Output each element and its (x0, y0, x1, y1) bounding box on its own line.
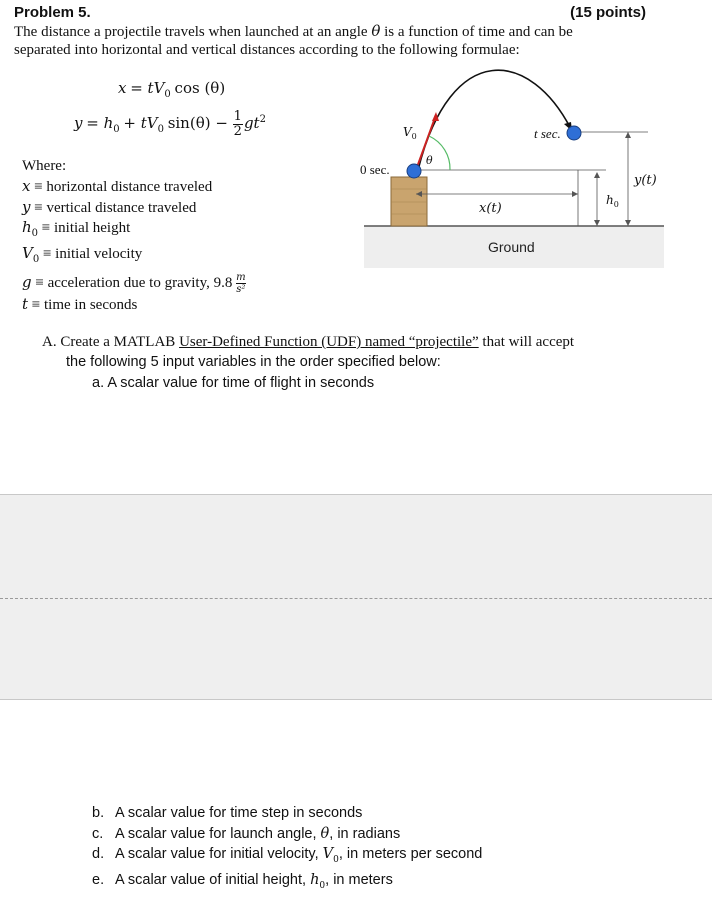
gravity-unit (236, 272, 245, 295)
def-v0-sym: V (22, 243, 33, 262)
def-y (22, 198, 246, 219)
formula-y-sub: 0 (113, 123, 120, 135)
item-d-sub: 0 (333, 854, 339, 865)
task-a-letter: A. (42, 334, 57, 350)
def-h0-sub: 0 (31, 228, 39, 240)
label-v0: $V_0$ (403, 125, 417, 141)
formula-x-cos: cos (θ) (174, 79, 226, 97)
item-e-sub: 0 (319, 881, 326, 892)
def-v0-text: ≡ initial velocity (42, 245, 143, 262)
formula-x (118, 79, 225, 100)
formula-x-rhs: = tV (130, 79, 165, 97)
projectile-diagram (356, 54, 666, 270)
intro-text-a: The distance a projectile travels when launched at an angle (14, 24, 368, 40)
formula-y-exp: 2 (259, 113, 266, 125)
item-e-sym: h (310, 872, 320, 889)
def-v0-sub: 0 (32, 253, 40, 265)
label-xt: x(t) (479, 201, 502, 216)
task-a-text-a: Create a MATLAB (60, 334, 176, 350)
formula-y-sin: sin(θ) − (167, 113, 228, 132)
ball-start (407, 164, 421, 178)
fraction-numerator: 1 (233, 109, 242, 124)
fraction-denominator: 2 (233, 124, 242, 139)
where-label: Where: (22, 158, 67, 174)
formula-y-mid: + tV (123, 113, 158, 132)
label-t-sec: t sec. (534, 126, 561, 141)
item-c-letter: c. (92, 825, 104, 842)
item-b-text: A scalar value for time step in seconds (115, 805, 363, 821)
gravity-unit-num: m (236, 272, 246, 284)
def-h0-text: ≡ initial height (41, 220, 131, 237)
def-g-text: ≡ acceleration due to gravity, 9.8 (35, 275, 233, 292)
item-e-letter: e. (92, 872, 105, 889)
item-e-text: A scalar value of initial height, (115, 872, 307, 889)
points-label: (15 points) (570, 4, 646, 21)
trajectory-arc (418, 70, 572, 170)
definitions-list (22, 177, 246, 316)
def-g (22, 272, 246, 295)
formula-y-tail: gt (243, 113, 260, 132)
formula-x-lhs: x (118, 79, 127, 97)
task-a-item-a: a. A scalar value for time of flight in seconds (92, 375, 375, 391)
item-d (92, 844, 482, 870)
formula-y-sub2: 0 (157, 123, 164, 135)
gravity-unit-den: s² (236, 284, 246, 296)
def-y-text: ≡ vertical distance traveled (34, 199, 197, 216)
task-a-line-2: the following 5 input variables in the order specified below: (66, 354, 441, 370)
formula-x-sub: 0 (164, 89, 171, 100)
item-d-letter: d. (92, 846, 105, 862)
problem-title: Problem 5. (14, 4, 91, 21)
label-h0: $h_0$ (606, 193, 619, 209)
label-ground: Ground (488, 239, 535, 255)
def-t-sym: t (22, 295, 29, 314)
def-v0 (22, 244, 246, 270)
item-b-letter: b. (92, 805, 105, 821)
item-c-tail: , in radians (329, 825, 401, 842)
def-t-text: ≡ time in seconds (31, 297, 138, 314)
def-t (22, 295, 246, 316)
item-c-text: A scalar value for launch angle, (115, 825, 317, 842)
formula-y-eq: = h (86, 113, 114, 132)
label-theta: θ (426, 154, 433, 167)
item-e-tail: , in meters (325, 872, 393, 889)
formula-fraction (233, 110, 243, 139)
task-a-line-1 (42, 334, 574, 351)
intro-line-2: separated into horizontal and vertical distances according to the following formulae: (14, 42, 520, 58)
ball-end (567, 126, 581, 140)
items-list (92, 803, 482, 897)
task-a-udf-text: User-Defined Function (UDF) named “projectile” (179, 334, 479, 350)
item-b (92, 803, 482, 824)
label-zero-sec: 0 sec. (360, 162, 390, 177)
intro-theta: θ (371, 22, 381, 40)
item-c (92, 824, 482, 845)
item-c-sym: θ (320, 825, 330, 842)
def-h0 (22, 218, 246, 244)
def-x-sym: x (22, 177, 31, 195)
item-e (92, 870, 482, 896)
def-h0-sym: h (22, 218, 32, 237)
def-x (22, 177, 246, 198)
item-d-text: A scalar value for initial velocity, (115, 846, 319, 862)
def-g-sym: g (22, 273, 32, 292)
formula-y-lhs: y (74, 113, 83, 132)
page-break-divider (0, 598, 712, 599)
formula-y (74, 110, 266, 139)
label-yt: y(t) (634, 173, 657, 188)
intro-line-1 (14, 22, 573, 41)
def-y-sym: y (22, 197, 31, 216)
intro-text-b: is a function of time and can be (384, 24, 573, 40)
def-x-text: ≡ horizontal distance traveled (34, 179, 213, 195)
item-d-sym: V (322, 846, 334, 862)
launch-box (391, 177, 427, 226)
answer-area[interactable] (0, 494, 712, 700)
task-a-text-b: that will accept (482, 334, 575, 350)
item-d-tail: , in meters per second (338, 846, 483, 862)
